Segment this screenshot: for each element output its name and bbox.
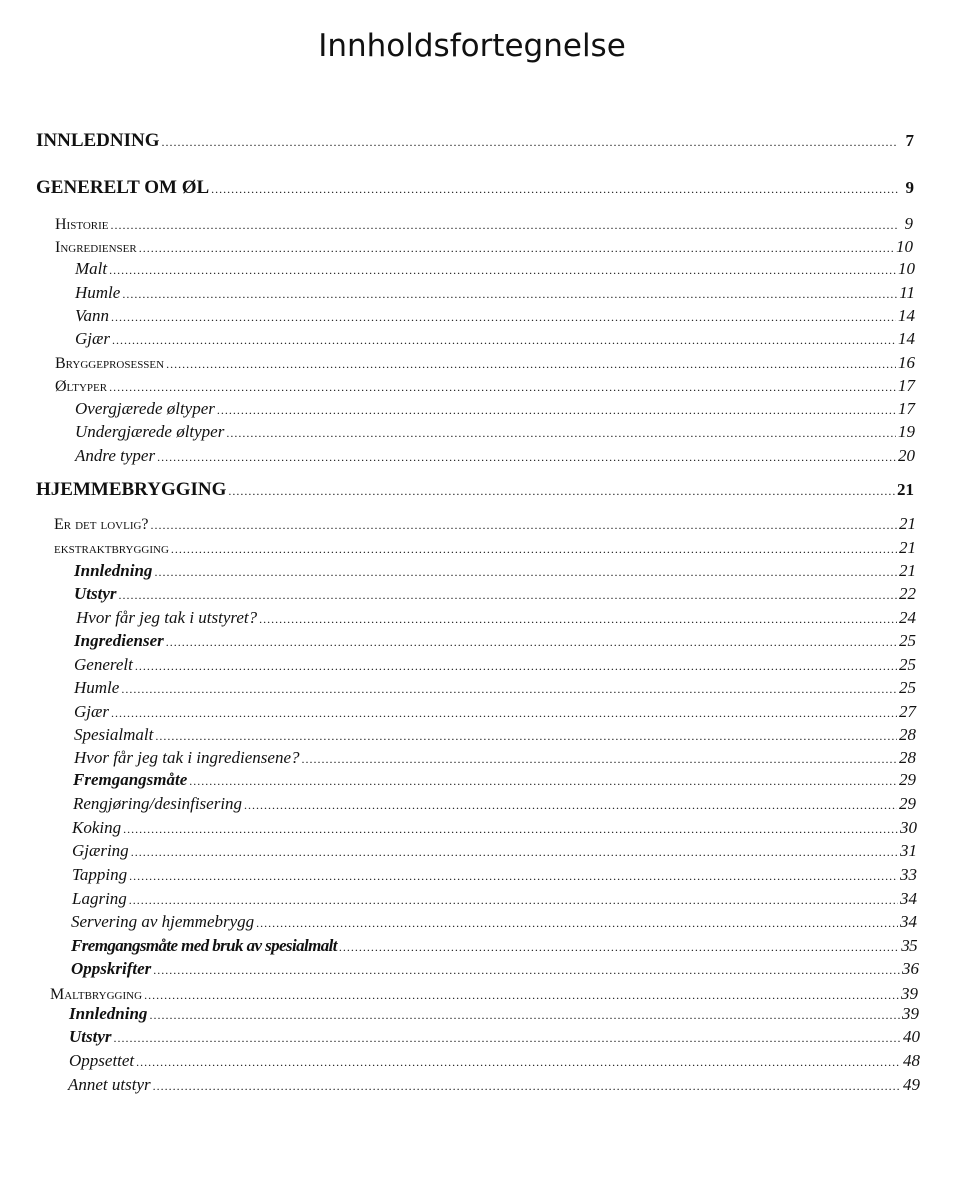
leader-dots bbox=[153, 963, 900, 978]
toc-entry-page: 21 bbox=[899, 561, 916, 580]
toc-entry-page: 48 bbox=[903, 1051, 920, 1070]
page-title: Innholdsfortegnelse bbox=[318, 28, 626, 64]
toc-entry-page: 28 bbox=[899, 725, 916, 744]
toc-entry bbox=[50, 984, 918, 1004]
toc-entry bbox=[74, 702, 916, 722]
leader-dots bbox=[228, 484, 895, 499]
toc-entry-page: 10 bbox=[898, 259, 915, 278]
toc-entry bbox=[74, 561, 916, 581]
toc-entry bbox=[76, 608, 916, 628]
leader-dots bbox=[171, 542, 897, 557]
toc-entry-page: 19 bbox=[898, 422, 915, 441]
toc-entry bbox=[74, 631, 916, 651]
toc-entry-label: Gjær bbox=[74, 702, 109, 721]
toc-entry-page: 20 bbox=[898, 446, 915, 465]
leader-dots bbox=[121, 682, 897, 697]
toc-entry-label: Lagring bbox=[72, 889, 127, 908]
toc-entry-label: Tapping bbox=[72, 865, 128, 884]
toc-entry bbox=[71, 959, 919, 979]
toc-entry-page: 29 bbox=[899, 770, 916, 789]
leader-dots bbox=[139, 241, 894, 256]
toc-entry-page: 9 bbox=[904, 214, 913, 233]
toc-entry-label: Rengjøring/desinfisering bbox=[73, 794, 243, 813]
toc-entry bbox=[36, 130, 914, 152]
leader-dots bbox=[109, 380, 896, 395]
toc-entry bbox=[69, 1004, 919, 1024]
toc-entry bbox=[36, 177, 914, 199]
toc-entry-label: Oppsettet bbox=[69, 1051, 135, 1070]
leader-dots bbox=[111, 218, 897, 233]
toc-entry-label: Ingredienser bbox=[55, 239, 137, 256]
toc-entry bbox=[71, 936, 917, 956]
toc-entry-page: 25 bbox=[899, 655, 916, 674]
toc-entry bbox=[55, 353, 915, 373]
toc-entry-label: Humle bbox=[75, 283, 121, 302]
toc-entry-page: 30 bbox=[900, 818, 917, 837]
toc-entry bbox=[72, 889, 917, 909]
leader-dots bbox=[111, 310, 896, 325]
toc-entry-label: Overgjærede øltyper bbox=[75, 399, 215, 418]
leader-dots bbox=[149, 1008, 900, 1023]
toc-entry bbox=[75, 283, 915, 303]
toc-entry bbox=[69, 1027, 920, 1047]
leader-dots bbox=[155, 729, 897, 744]
toc-entry bbox=[74, 584, 916, 604]
toc-entry-label: Annet utstyr bbox=[68, 1075, 151, 1094]
toc-entry-page: 49 bbox=[903, 1075, 920, 1094]
toc-entry-label: Oppskrifter bbox=[71, 959, 152, 978]
toc-entry-label: Koking bbox=[72, 818, 122, 837]
leader-dots bbox=[166, 635, 897, 650]
leader-dots bbox=[157, 450, 896, 465]
toc-entry-page: 7 bbox=[905, 131, 914, 150]
toc-entry-label: Servering av hjemmebrygg bbox=[71, 912, 255, 931]
leader-dots bbox=[114, 1031, 902, 1046]
toc-entry-label: ekstraktbrygging bbox=[54, 540, 169, 557]
toc-entry-label: Spesialmalt bbox=[74, 725, 154, 744]
toc-entry-label: Undergjærede øltyper bbox=[75, 422, 225, 441]
toc-entry-label: Fremgangsmåte bbox=[73, 770, 188, 789]
toc-entry bbox=[73, 770, 916, 790]
toc-entry-page: 21 bbox=[899, 514, 916, 533]
leader-dots bbox=[217, 403, 896, 418]
toc-entry-label: HJEMMEBRYGGING bbox=[36, 479, 227, 500]
leader-dots bbox=[166, 357, 896, 372]
leader-dots bbox=[111, 706, 897, 721]
leader-dots bbox=[154, 565, 897, 580]
toc-entry-page: 17 bbox=[898, 399, 915, 418]
toc-entry-label: Andre typer bbox=[75, 446, 156, 465]
leader-dots bbox=[211, 182, 898, 197]
toc-entry-page: 31 bbox=[900, 841, 917, 860]
leader-dots bbox=[109, 263, 896, 278]
toc-entry bbox=[72, 865, 917, 885]
toc-entry-label: Malt bbox=[75, 259, 108, 278]
toc-entry-label: Humle bbox=[74, 678, 120, 697]
toc-entry-page: 34 bbox=[900, 889, 917, 908]
leader-dots bbox=[122, 287, 897, 302]
toc-entry-page: 24 bbox=[899, 608, 916, 627]
toc-entry-label: Hvor får jeg tak i utstyret? bbox=[76, 608, 258, 627]
toc-entry-label: Hvor får jeg tak i ingrediensene? bbox=[74, 748, 300, 767]
toc-entry bbox=[75, 259, 915, 279]
toc-entry-page: 25 bbox=[899, 678, 916, 697]
toc-entry bbox=[54, 538, 916, 558]
toc-entry-page: 14 bbox=[898, 306, 915, 325]
toc-entry-page: 36 bbox=[902, 959, 919, 978]
leader-dots bbox=[302, 752, 897, 767]
toc-entry bbox=[72, 818, 917, 838]
toc-entry-page: 25 bbox=[899, 631, 916, 650]
leader-dots bbox=[339, 940, 899, 955]
leader-dots bbox=[135, 659, 897, 674]
toc-entry bbox=[75, 446, 915, 466]
leader-dots bbox=[131, 845, 898, 860]
toc-entry-label: Utstyr bbox=[74, 584, 117, 603]
toc-entry bbox=[74, 725, 916, 745]
toc-entry-label: Innledning bbox=[69, 1004, 148, 1023]
leader-dots bbox=[226, 426, 896, 441]
toc-entry bbox=[75, 399, 915, 419]
toc-entry-page: 10 bbox=[896, 237, 913, 256]
toc-entry-label: Utstyr bbox=[69, 1027, 112, 1046]
toc-entry-label: GENERELT OM ØL bbox=[36, 177, 210, 198]
toc-entry bbox=[74, 655, 916, 675]
toc-entry bbox=[36, 479, 914, 501]
toc-entry bbox=[75, 422, 915, 442]
leader-dots bbox=[153, 1079, 901, 1094]
leader-dots bbox=[123, 822, 898, 837]
toc-entry-page: 29 bbox=[899, 794, 916, 813]
toc-entry bbox=[55, 214, 913, 234]
toc-entry-label: Gjær bbox=[75, 329, 110, 348]
toc-entry-page: 33 bbox=[900, 865, 917, 884]
toc-entry-page: 35 bbox=[901, 936, 917, 955]
leader-dots bbox=[162, 135, 898, 150]
toc-entry-page: 34 bbox=[900, 912, 917, 931]
toc-entry-page: 17 bbox=[898, 376, 915, 395]
leader-dots bbox=[119, 588, 898, 603]
toc-entry-page: 9 bbox=[905, 178, 914, 197]
toc-entry-label: Ingredienser bbox=[74, 631, 164, 650]
toc-entry-label: Bryggeprosessen bbox=[55, 355, 165, 372]
toc-entry-page: 21 bbox=[899, 538, 916, 557]
toc-entry bbox=[74, 678, 916, 698]
toc-entry-label: Innledning bbox=[74, 561, 153, 580]
toc-entry bbox=[74, 748, 916, 768]
toc-entry-label: INNLEDNING bbox=[36, 130, 160, 151]
leader-dots bbox=[129, 869, 898, 884]
toc-entry bbox=[55, 376, 915, 396]
leader-dots bbox=[112, 333, 896, 348]
toc-entry-label: Historie bbox=[55, 216, 109, 233]
toc-entry-label: Fremgangsmåte med bruk av spesialmalt bbox=[71, 936, 337, 955]
leader-dots bbox=[129, 893, 898, 908]
toc-entry bbox=[73, 794, 916, 814]
toc-entry bbox=[68, 1075, 920, 1095]
toc-entry-page: 28 bbox=[899, 748, 916, 767]
leader-dots bbox=[244, 798, 897, 813]
toc-entry-label: Vann bbox=[75, 306, 109, 325]
toc-entry bbox=[75, 306, 915, 326]
toc-entry-page: 11 bbox=[899, 283, 915, 302]
leader-dots bbox=[151, 518, 897, 533]
toc-entry bbox=[75, 329, 915, 349]
toc-entry-label: Er det lovlig? bbox=[54, 516, 149, 533]
leader-dots bbox=[259, 612, 897, 627]
leader-dots bbox=[144, 988, 899, 1003]
toc-entry-label: Gjæring bbox=[72, 841, 129, 860]
leader-dots bbox=[256, 916, 898, 931]
toc-entry-page: 39 bbox=[901, 984, 918, 1003]
toc-entry-page: 14 bbox=[898, 329, 915, 348]
toc-entry bbox=[72, 841, 917, 861]
toc-entry-label: Maltbrygging bbox=[50, 986, 143, 1003]
toc-entry-label: Generelt bbox=[74, 655, 133, 674]
toc-entry-page: 40 bbox=[903, 1027, 920, 1046]
toc-entry-page: 16 bbox=[898, 353, 915, 372]
toc-entry-page: 27 bbox=[899, 702, 916, 721]
toc-entry-label: Øltyper bbox=[55, 378, 108, 395]
toc-entry-page: 21 bbox=[897, 480, 914, 499]
toc-entry-page: 22 bbox=[899, 584, 916, 603]
toc-entry bbox=[54, 514, 916, 534]
leader-dots bbox=[136, 1055, 901, 1070]
leader-dots bbox=[189, 774, 897, 789]
toc-entry bbox=[55, 237, 913, 257]
toc-entry bbox=[71, 912, 917, 932]
toc-entry-page: 39 bbox=[902, 1004, 919, 1023]
toc-entry bbox=[69, 1051, 920, 1071]
